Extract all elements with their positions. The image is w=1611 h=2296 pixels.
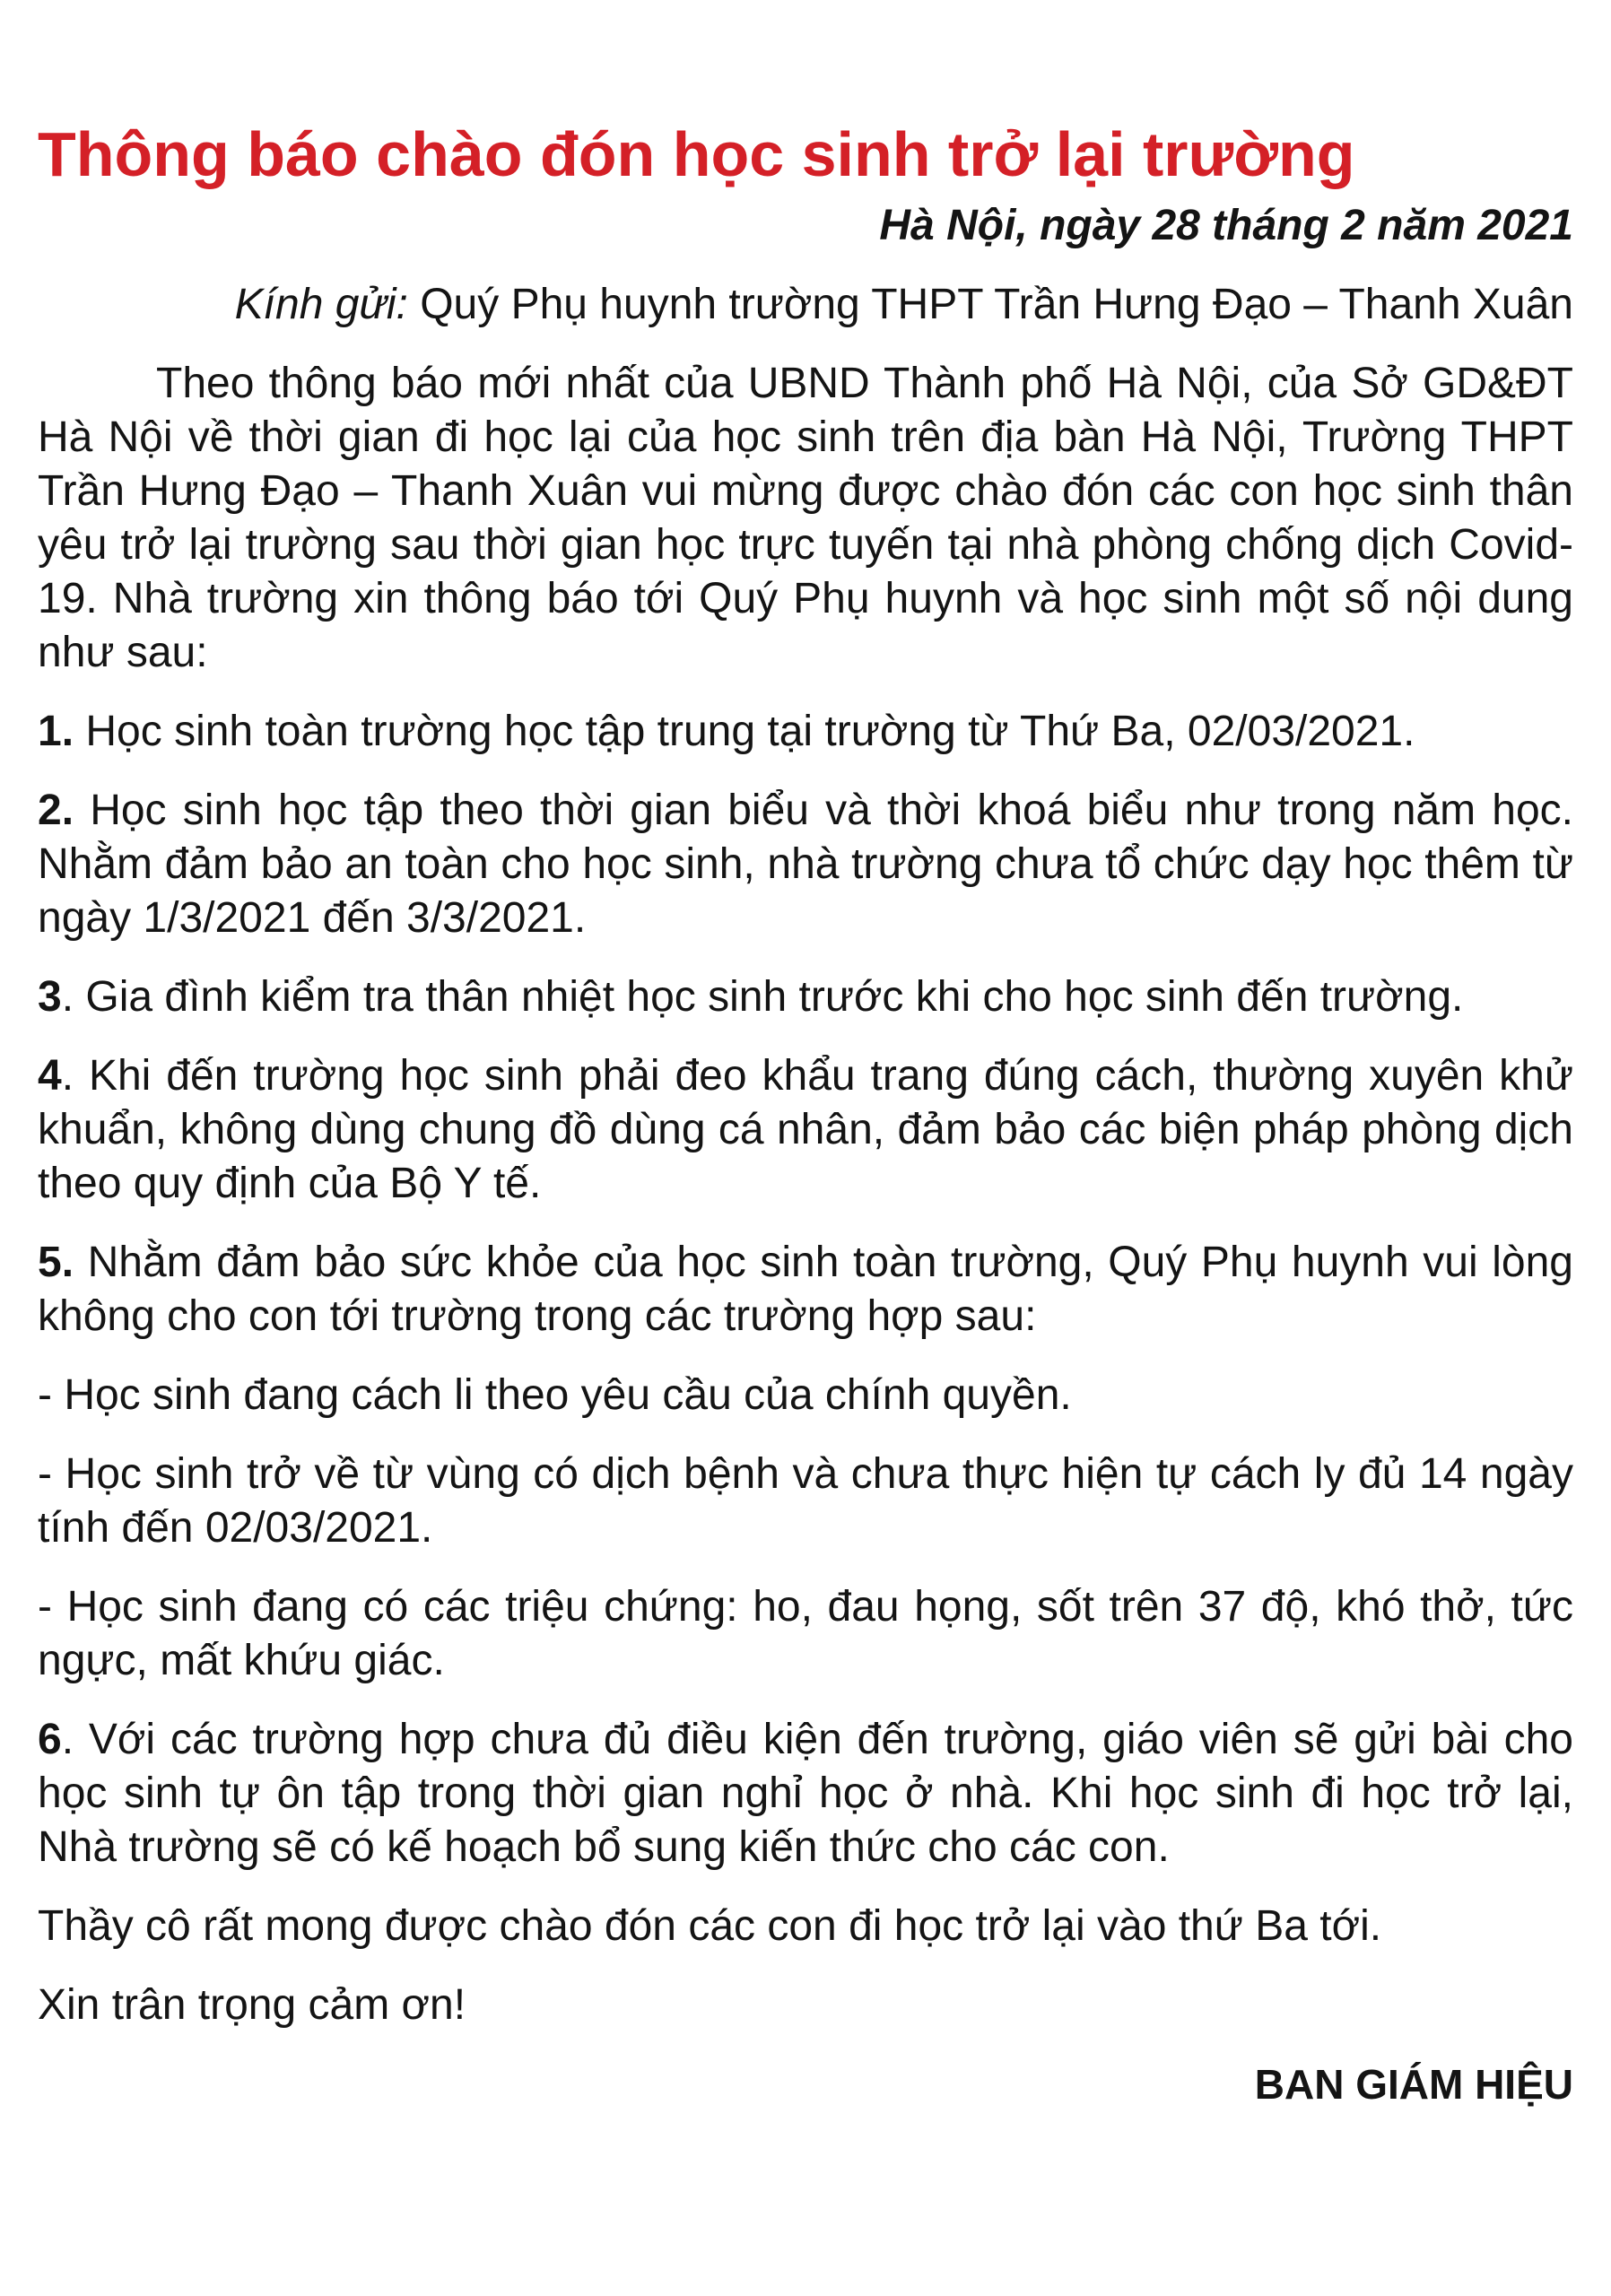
item-text: Học sinh toàn trường học tập trung tại trường từ Thứ Ba, 02/03/2021. [74, 708, 1415, 755]
notice-document [38, 117, 1573, 2111]
item-1 [38, 705, 1573, 759]
item-6 [38, 1713, 1573, 1874]
item-number: 4 [38, 1052, 62, 1100]
item-number: 6 [38, 1716, 62, 1763]
item-text: Học sinh học tập theo thời gian biểu và thời khoá biểu như trong năm học. Nhằm đảm bảo an toàn cho học sinh, nhà trường chưa tổ chức dạy học thêm từ ngày 1/3/2021 đến 3/3/2021. [38, 787, 1573, 942]
salutation-label: Kính gửi: [234, 281, 408, 328]
salutation [38, 278, 1573, 332]
sub-item-2: - Học sinh trở về từ vùng có dịch bệnh và chưa thực hiện tự cách ly đủ 14 ngày tính đến 02/03/2021. [38, 1450, 1573, 1552]
item-5 [38, 1236, 1573, 1344]
closing-line: Thầy cô rất mong được chào đón các con đi học trở lại vào thứ Ba tới. [38, 1902, 1382, 1950]
signature: BAN GIÁM HIỆU [1254, 2061, 1573, 2108]
item-text: . Gia đình kiểm tra thân nhiệt học sinh trước khi cho học sinh đến trường. [61, 973, 1464, 1021]
item-text: . Với các trường hợp chưa đủ điều kiện đến trường, giáo viên sẽ gửi bài cho học sinh tự ôn tập trong thời gian nghỉ học ở nhà. Khi học sinh đi học trở lại, Nhà trường sẽ có kế hoạch bổ sung kiến thức cho các con. [38, 1716, 1573, 1871]
item-number: 1. [38, 708, 74, 755]
item-number: 3 [38, 973, 62, 1021]
sub-item-3: - Học sinh đang có các triệu chứng: ho, đau họng, sốt trên 37 độ, khó thở, tức ngực, mất khứu giác. [38, 1583, 1573, 1684]
salutation-recipient: Quý Phụ huynh trường THPT Trần Hưng Đạo – Thanh Xuân [407, 281, 1573, 328]
item-number: 2. [38, 787, 74, 834]
item-text: Nhằm đảm bảo sức khỏe của học sinh toàn trường, Quý Phụ huynh vui lòng không cho con tới trường trong các trường hợp sau: [38, 1239, 1573, 1340]
item-3 [38, 970, 1573, 1024]
dateline: Hà Nội, ngày 28 tháng 2 năm 2021 [879, 202, 1573, 249]
thanks-line: Xin trân trọng cảm ơn! [38, 1981, 466, 2029]
item-2 [38, 784, 1573, 945]
intro-paragraph: Theo thông báo mới nhất của UBND Thành phố Hà Nội, của Sở GD&ĐT Hà Nội về thời gian đi học lại của học sinh trên địa bàn Hà Nội, Trường THPT Trần Hưng Đạo – Thanh Xuân vui mừng được chào đón các con học sinh thân yêu trở lại trường sau thời gian học trực tuyến tại nhà phòng chống dịch Covid-19. Nhà trường xin thông báo tới Quý Phụ huynh và học sinh một số nội dung như sau: [38, 360, 1573, 676]
sub-item-1: - Học sinh đang cách li theo yêu cầu của chính quyền. [38, 1371, 1072, 1419]
item-4 [38, 1049, 1573, 1211]
notice-title: Thông báo chào đón học sinh trở lại trường [38, 119, 1355, 189]
item-number: 5. [38, 1239, 74, 1286]
item-text: . Khi đến trường học sinh phải đeo khẩu trang đúng cách, thường xuyên khử khuẩn, không dùng chung đồ dùng cá nhân, đảm bảo các biện pháp phòng dịch theo quy định của Bộ Y tế. [38, 1052, 1573, 1207]
